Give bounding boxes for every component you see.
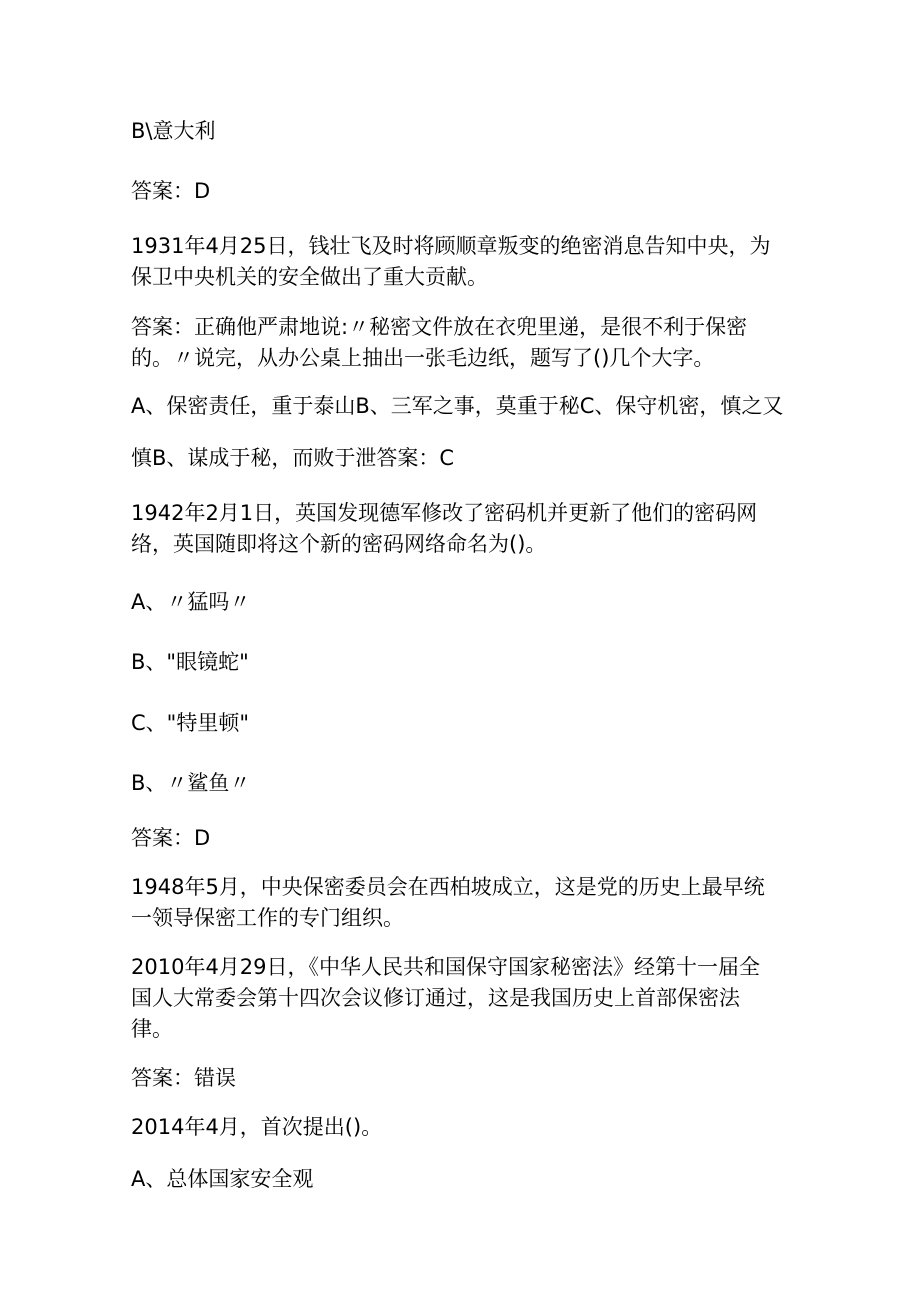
- question-text: 国人大常委会第十四次会议修订通过，这是我国历史上首部保密法: [131, 986, 740, 1010]
- option-text: B\意大利: [131, 119, 216, 143]
- option-text: 慎B、谋成于秘，而败于泄答案：C: [131, 446, 455, 470]
- question-text: 保卫中央机关的安全做出了重大贡献。: [131, 265, 488, 289]
- option-text: A、保密责任，重于泰山B、三军之事，莫重于秘C、保守机密，慎之又: [131, 394, 784, 418]
- question-text: 一领导保密工作的专门组织。: [131, 906, 404, 930]
- question-text: 1948年5月，中央保密委员会在西柏坡成立，这是党的历史上最早统: [131, 875, 765, 899]
- question-text: 律。: [131, 1017, 173, 1041]
- answer-text: 答案：D: [131, 826, 211, 850]
- option-text: B、"眼镜蛇": [131, 650, 249, 674]
- question-text: 络，英国随即将这个新的密码网络命名为()。: [131, 532, 547, 556]
- answer-text: 答案：正确他严肃地说:〃秘密文件放在衣兜里递，是很不利于保密: [131, 315, 748, 339]
- option-text: A、总体国家安全观: [131, 1167, 314, 1191]
- option-text: C、"特里顿": [131, 711, 249, 735]
- answer-text: 答案：错误: [131, 1066, 236, 1090]
- question-text: 2010年4月29日，《中华人民共和国保守国家秘密法》经第十一届全: [131, 955, 761, 979]
- question-text: 1942年2月1日，英国发现德军修改了密码机并更新了他们的密码网: [131, 501, 758, 525]
- question-text: 的。〃说完，从办公桌上抽出一张毛边纸，题写了()几个大字。: [131, 346, 715, 370]
- question-text: 2014年4月，首次提出()。: [131, 1115, 383, 1139]
- question-text: 1931年4月25日，钱壮飞及时将顾顺章叛变的绝密消息告知中央，为: [131, 234, 771, 258]
- option-text: B、〃鲨鱼〃: [131, 771, 251, 795]
- answer-text: 答案：D: [131, 179, 211, 203]
- option-text: A、〃猛吗〃: [131, 590, 251, 614]
